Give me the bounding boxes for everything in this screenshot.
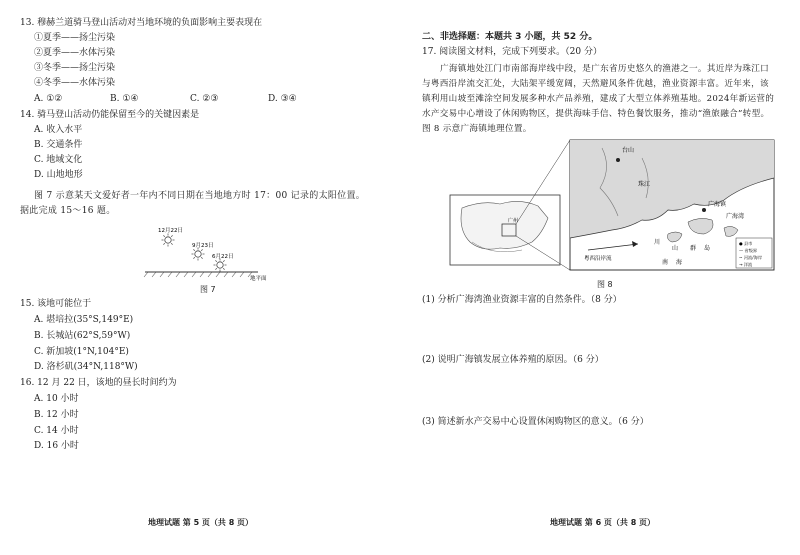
q13-item-1: ①夏季——扬尘污染 xyxy=(34,33,116,43)
q13-item-2: ②夏季——水体污染 xyxy=(34,48,116,58)
fig7-date-jun: 6月22日 xyxy=(212,254,234,260)
q17-stem: 17. 阅读图文材料，完成下列要求。（20 分） xyxy=(422,47,602,57)
fig7-horizon-label: 地平面 xyxy=(250,276,267,282)
q15-option-a: A. 堪培拉(35°S,149°E) xyxy=(34,315,134,325)
q17-sub1: (1) 分析广海湾渔业资源丰富的自然条件。（8 分） xyxy=(422,295,622,305)
label-south-sea-1: 南 xyxy=(662,259,669,266)
label-guanghai-town: 广海镇 xyxy=(708,201,727,208)
page-footer-6: 地理试题 第 6 页（共 8 页） xyxy=(550,518,656,527)
q14-option-c: C. 地域文化 xyxy=(34,155,83,165)
q14-option-a: A. 收入水平 xyxy=(34,125,83,135)
q14-stem: 14. 骑马登山活动仍能保留至今的关键因素是 xyxy=(20,110,200,120)
q13-option-c: C. ②③ xyxy=(190,94,219,104)
inset-label-guangzhou: 广州 xyxy=(508,218,519,224)
q16-stem: 16. 12 月 22 日，该地的昼长时间约为 xyxy=(20,378,177,388)
town-point-icon xyxy=(702,208,706,212)
right-page xyxy=(400,0,800,555)
fig7-date-sep: 9月23日 xyxy=(192,243,214,249)
q13-item-4: ④冬季——水体污染 xyxy=(34,78,116,88)
q16-option-a: A. 10 小时 xyxy=(34,394,79,404)
q16-option-b: B. 12 小时 xyxy=(34,410,79,420)
q14-option-b: B. 交通条件 xyxy=(34,140,83,150)
fig7-intro: 图 7 示意某天文爱好者一年内不同日期在当地地方时 17：00 记录的太阳位置。据此完成 15～16 题。 xyxy=(20,191,366,216)
q16-option-c: C. 14 小时 xyxy=(34,426,79,436)
q13-stem: 13. 穆赫兰道骑马登山活动对当地环境的负面影响主要表现在 xyxy=(20,18,263,28)
fig7-sun-diagram xyxy=(140,224,290,282)
sun-icon xyxy=(214,259,227,272)
sun-icon xyxy=(162,234,175,247)
q13-option-d: D. ③④ xyxy=(268,94,297,104)
q15-stem: 15. 该地可能位于 xyxy=(20,299,92,309)
hatch-marks xyxy=(144,272,252,277)
label-islands-4: 岛 xyxy=(704,245,711,252)
fig8-location-map xyxy=(442,138,782,276)
section-title: 二、非选择题：本题共 3 小题，共 52 分。 xyxy=(422,32,598,42)
label-islands-1: 川 xyxy=(654,239,661,246)
q13-item-3: ③冬季——扬尘污染 xyxy=(34,63,116,73)
legend-item: → 洋流 xyxy=(739,262,753,267)
fig7-date-dec: 12月22日 xyxy=(158,228,183,234)
label-south-sea-2: 海 xyxy=(676,259,683,266)
label-pearl-river: 珠江 xyxy=(638,181,651,188)
label-guanghai-bay: 广海湾 xyxy=(726,213,745,220)
page-footer-5: 地理试题 第 5 页（共 8 页） xyxy=(148,518,254,527)
legend-item: ● 县市 xyxy=(739,241,753,246)
sun-icon xyxy=(192,248,205,261)
q15-option-d: D. 洛杉矶(34°N,118°W) xyxy=(34,362,138,372)
q17-sub3: (3) 简述新水产交易中心设置休闲购物区的意义。（6 分） xyxy=(422,417,649,427)
q13-option-b: B. ①④ xyxy=(110,94,139,104)
county-point-icon xyxy=(616,158,620,162)
legend-item: — 省级界 xyxy=(739,248,758,253)
q14-option-d: D. 山地地形 xyxy=(34,170,83,180)
label-taishan: 台山 xyxy=(622,147,635,154)
q17-sub2: (2) 说明广海镇发展立体养殖的原因。（6 分） xyxy=(422,355,604,365)
q16-option-d: D. 16 小时 xyxy=(34,441,79,451)
q13-option-a: A. ①② xyxy=(34,94,63,104)
q15-option-b: B. 长城站(62°S,59°W) xyxy=(34,331,131,341)
label-islands-2: 山 xyxy=(672,245,679,252)
fig8-caption: 图 8 xyxy=(597,280,613,289)
fig7-caption: 图 7 xyxy=(200,285,216,294)
legend-item: ~ 河流/海岸 xyxy=(739,255,763,260)
label-islands-3: 群 xyxy=(690,245,697,252)
q17-material: 广海镇地处江门市南部海岸线中段，是广东省历史悠久的渔港之一。其近岸为珠江口与粤西沿岸流交汇处，大陆架平缓宽阔，天然避风条件优越，渔业资源丰富。近年来，该镇利用山坡至滩涂空间发展多种水产品养殖，建成了大型立体养殖基地。2024年新运营的水产交易中心增设了休闲购物区，提供海味手信、特色餐饮服务，推动“渔旅融合”转型。图 8 示意广海镇地理位置。 xyxy=(422,64,775,134)
q15-option-c: C. 新加坡(1°N,104°E) xyxy=(34,347,129,357)
label-western-current: 粤西沿岸流 xyxy=(584,256,612,262)
